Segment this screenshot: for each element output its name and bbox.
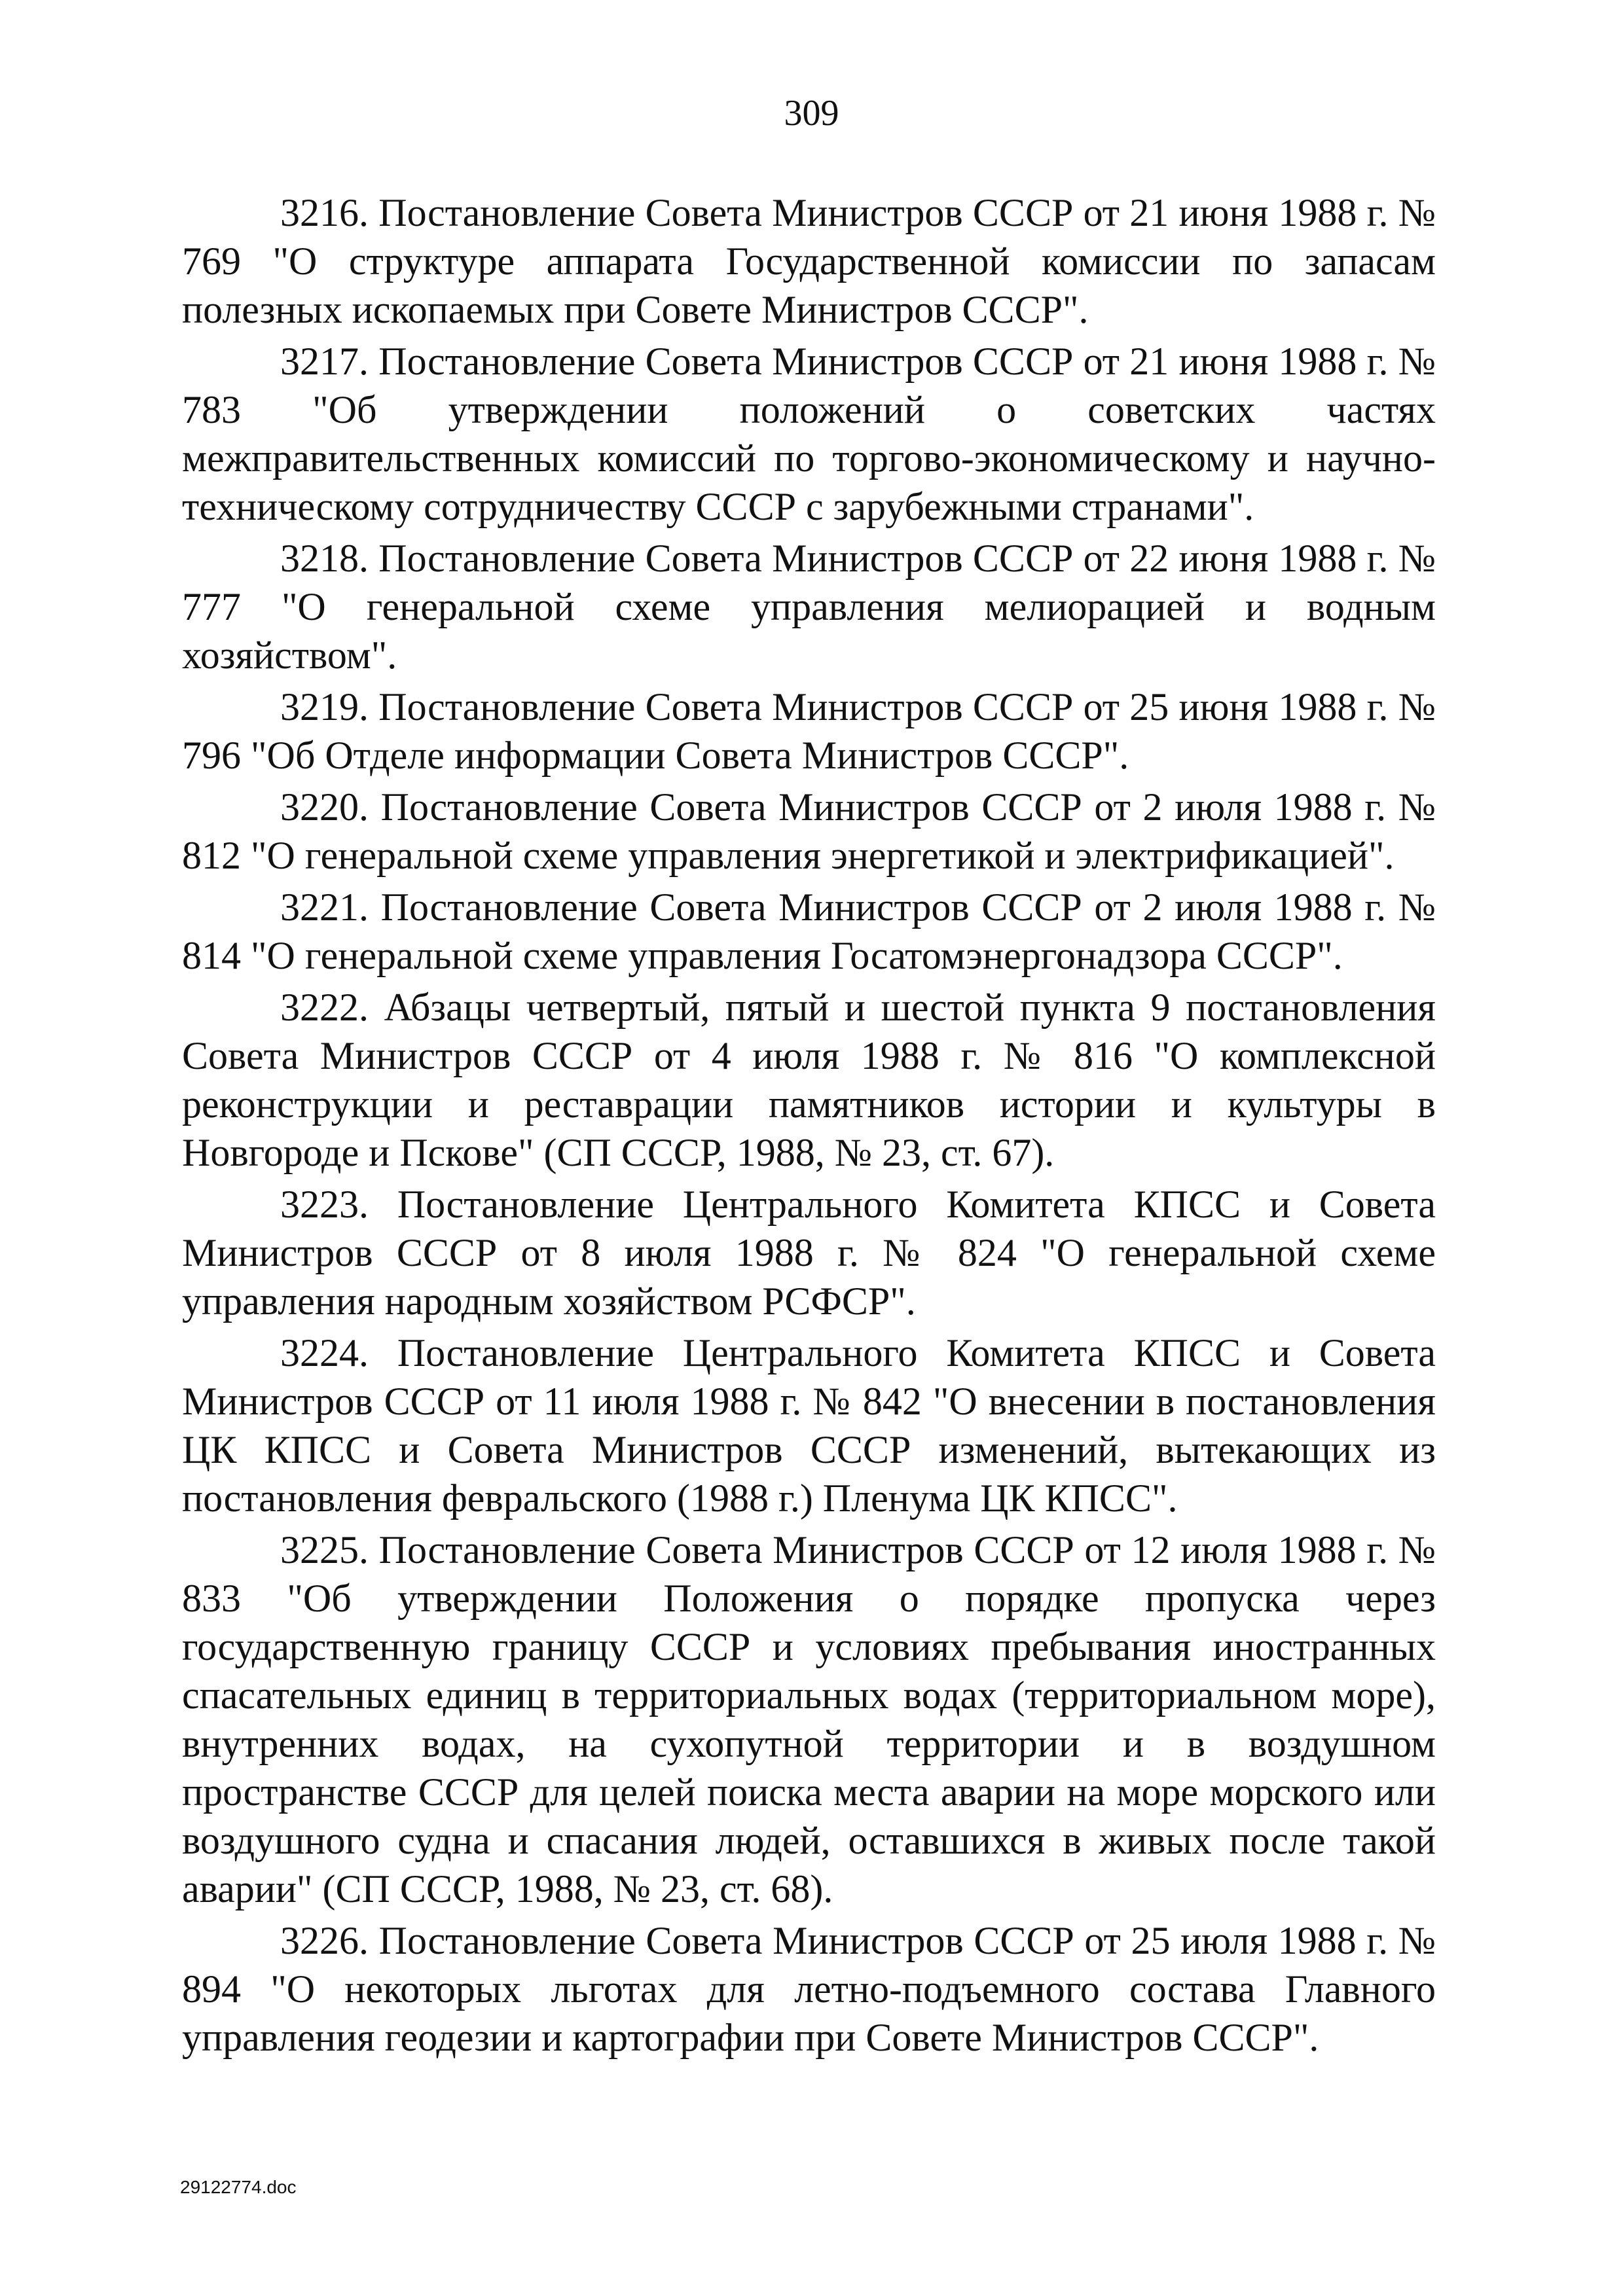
entry-3220: 3220. Постановление Совета Министров СССР от 2 июля 1988 г. № 812 "О генеральной схеме управления энергетикой и электрификацией". [182,785,1436,877]
entry-3221: 3221. Постановление Совета Министров СССР от 2 июля 1988 г. № 814 "О генеральной схеме управления Госатомэнергонадзора СССР". [182,886,1436,977]
entry-3226: 3226. Постановление Совета Министров СССР от 25 июля 1988 г. № 894 "О некоторых льготах для летно-подъемного состава Главного управления геодезии и картографии при Совете Министров СССР". [182,1919,1436,2059]
entry-3222: 3222. Абзацы четвертый, пятый и шестой пункта 9 постановления Совета Министров СССР от 4 июля 1988 г. № 816 "О комплексной реконструкции и реставрации памятников истории и культуры в Новгороде и Пскове" (СП СССР, 1988, № 23, ст. 67). [182,986,1436,1174]
entry-3219: 3219. Постановление Совета Министров СССР от 25 июня 1988 г. № 796 "Об Отделе информации Совета Министров СССР". [182,685,1436,777]
entry-3216: 3216. Постановление Совета Министров СССР от 21 июня 1988 г. № 769 "О структуре аппарата Государственной комиссии по запасам полезных ископаемых при Совете Министров СССР". [182,191,1436,331]
footer-filename: 29122774.doc [180,2177,297,2197]
page-number: 309 [784,93,839,134]
entry-3225: 3225. Постановление Совета Министров СССР от 12 июля 1988 г. № 833 "Об утверждении Положения о порядке пропуска через государственную границу СССР и условиях пребывания иностранных спасательных единиц в территориальных водах (территориальном море), внутренних водах, на сухопутной территории и в воздушном пространстве СССР для целей поиска места аварии на море морского или воздушного судна и спасания людей, оставшихся в живых после такой аварии" (СП СССР, 1988, № 23, ст. 68). [182,1528,1436,1910]
entry-3224: 3224. Постановление Центрального Комитета КПСС и Совета Министров СССР от 11 июля 1988 г. № 842 "О внесении в постановления ЦК КПСС и Совета Министров СССР изменений, вытекающих из постановления февральского (1988 г.) Пленума ЦК КПСС". [182,1331,1436,1520]
entry-3217: 3217. Постановление Совета Министров СССР от 21 июня 1988 г. № 783 "Об утверждении положений о советских частях межправительственных комиссий по торгово-экономическому и научно-техническому сотрудничеству СССР с зарубежными странами". [182,340,1436,528]
entry-3223: 3223. Постановление Центрального Комитета КПСС и Совета Министров СССР от 8 июля 1988 г. № 824 "О генеральной схеме управления народным хозяйством РСФСР". [182,1183,1436,1323]
document-body [182,188,1436,2065]
entry-3218: 3218. Постановление Совета Министров СССР от 22 июня 1988 г. № 777 "О генеральной схеме управления мелиорацией и водным хозяйством". [182,537,1436,677]
